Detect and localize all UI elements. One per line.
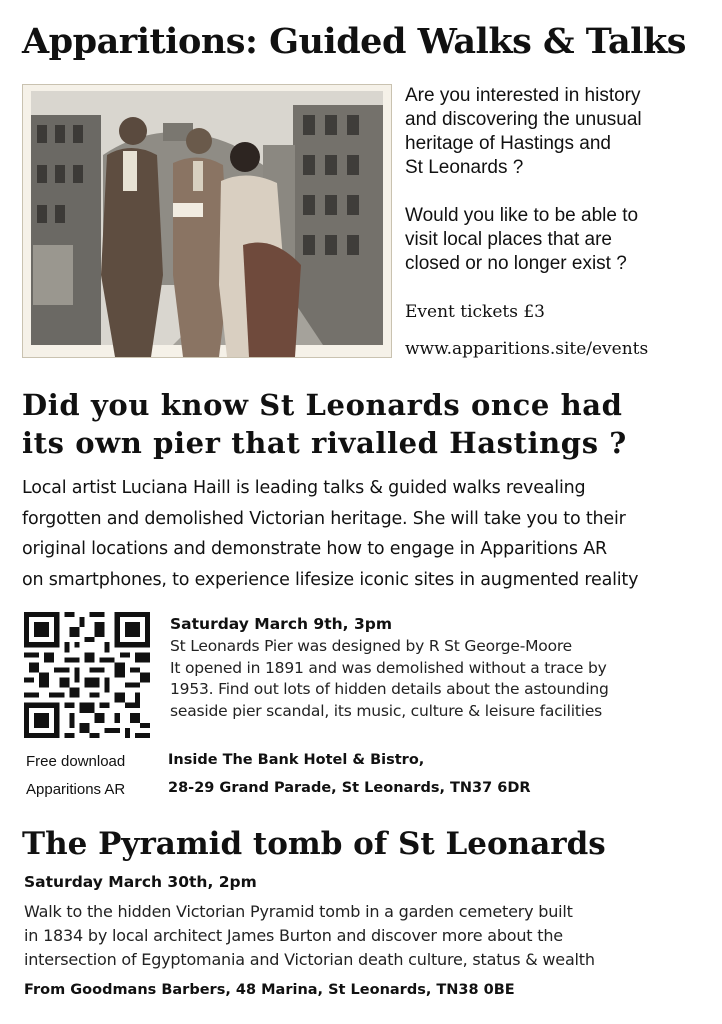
intro-line: and discovering the unusual xyxy=(405,109,642,130)
intro-text xyxy=(405,84,705,276)
qr-caption-line: Apparitions AR xyxy=(26,781,126,798)
qr-caption-line: Free download xyxy=(26,753,126,770)
vintage-photo-image xyxy=(23,85,391,357)
headline-line: Did you know St Leonards once had xyxy=(22,388,623,422)
description xyxy=(22,473,712,595)
intro-line: Are you interested in history xyxy=(405,85,641,106)
event1-description xyxy=(170,636,710,722)
description-line: on smartphones, to experience lifesize iconic sites in augmented reality xyxy=(22,569,639,590)
description-line: forgotten and demolished Victorian heritage. She will take you to their xyxy=(22,508,626,529)
headline-line: its own pier that rivalled Hastings ? xyxy=(22,426,627,460)
page-title: Apparitions: Guided Walks & Talks xyxy=(22,21,686,62)
event2-line: Walk to the hidden Victorian Pyramid tomb in a garden cemetery built xyxy=(24,902,573,921)
qr-code-graphic xyxy=(24,612,150,738)
intro-line: closed or no longer exist ? xyxy=(405,253,627,274)
intro-line: Would you like to be able to xyxy=(405,205,639,226)
vintage-photo xyxy=(22,84,392,358)
event1-venue-line: 28-29 Grand Parade, St Leonards, TN37 6DR xyxy=(168,780,531,796)
event2-description xyxy=(24,900,704,972)
intro-line: visit local places that are xyxy=(405,229,612,250)
event2-line: intersection of Egyptomania and Victorian death culture, status & wealth xyxy=(24,950,595,969)
ticket-price: Event tickets £3 xyxy=(405,302,546,322)
event1-venue xyxy=(168,746,531,802)
event2-line: in 1834 by local architect James Burton and discover more about the xyxy=(24,926,563,945)
event1-venue-line: Inside The Bank Hotel & Bistro, xyxy=(168,752,425,768)
event1-line: seaside pier scandal, its music, culture & leisure facilities xyxy=(170,701,603,720)
event1-line: 1953. Find out lots of hidden details about the astounding xyxy=(170,680,609,698)
website-link[interactable]: www.apparitions.site/events xyxy=(405,339,649,359)
event1-line: It opened in 1891 and was demolished without a trace by xyxy=(170,658,607,677)
event1-line: St Leonards Pier was designed by R St George-Moore xyxy=(170,637,573,655)
intro-line: heritage of Hastings and xyxy=(405,133,611,154)
intro-line: St Leonards ? xyxy=(405,157,524,178)
description-line: Local artist Luciana Haill is leading talks & guided walks revealing xyxy=(22,478,586,498)
headline xyxy=(22,386,712,462)
description-line: original locations and demonstrate how to engage in Apparitions AR xyxy=(22,539,607,559)
event2-date: Saturday March 30th, 2pm xyxy=(24,873,257,891)
event1-date: Saturday March 9th, 3pm xyxy=(170,615,392,633)
qr-caption xyxy=(26,748,125,804)
event2-title: The Pyramid tomb of St Leonards xyxy=(22,826,606,862)
event2-venue: From Goodmans Barbers, 48 Marina, St Leonards, TN38 0BE xyxy=(24,982,515,998)
qr-code-icon[interactable] xyxy=(24,612,150,738)
